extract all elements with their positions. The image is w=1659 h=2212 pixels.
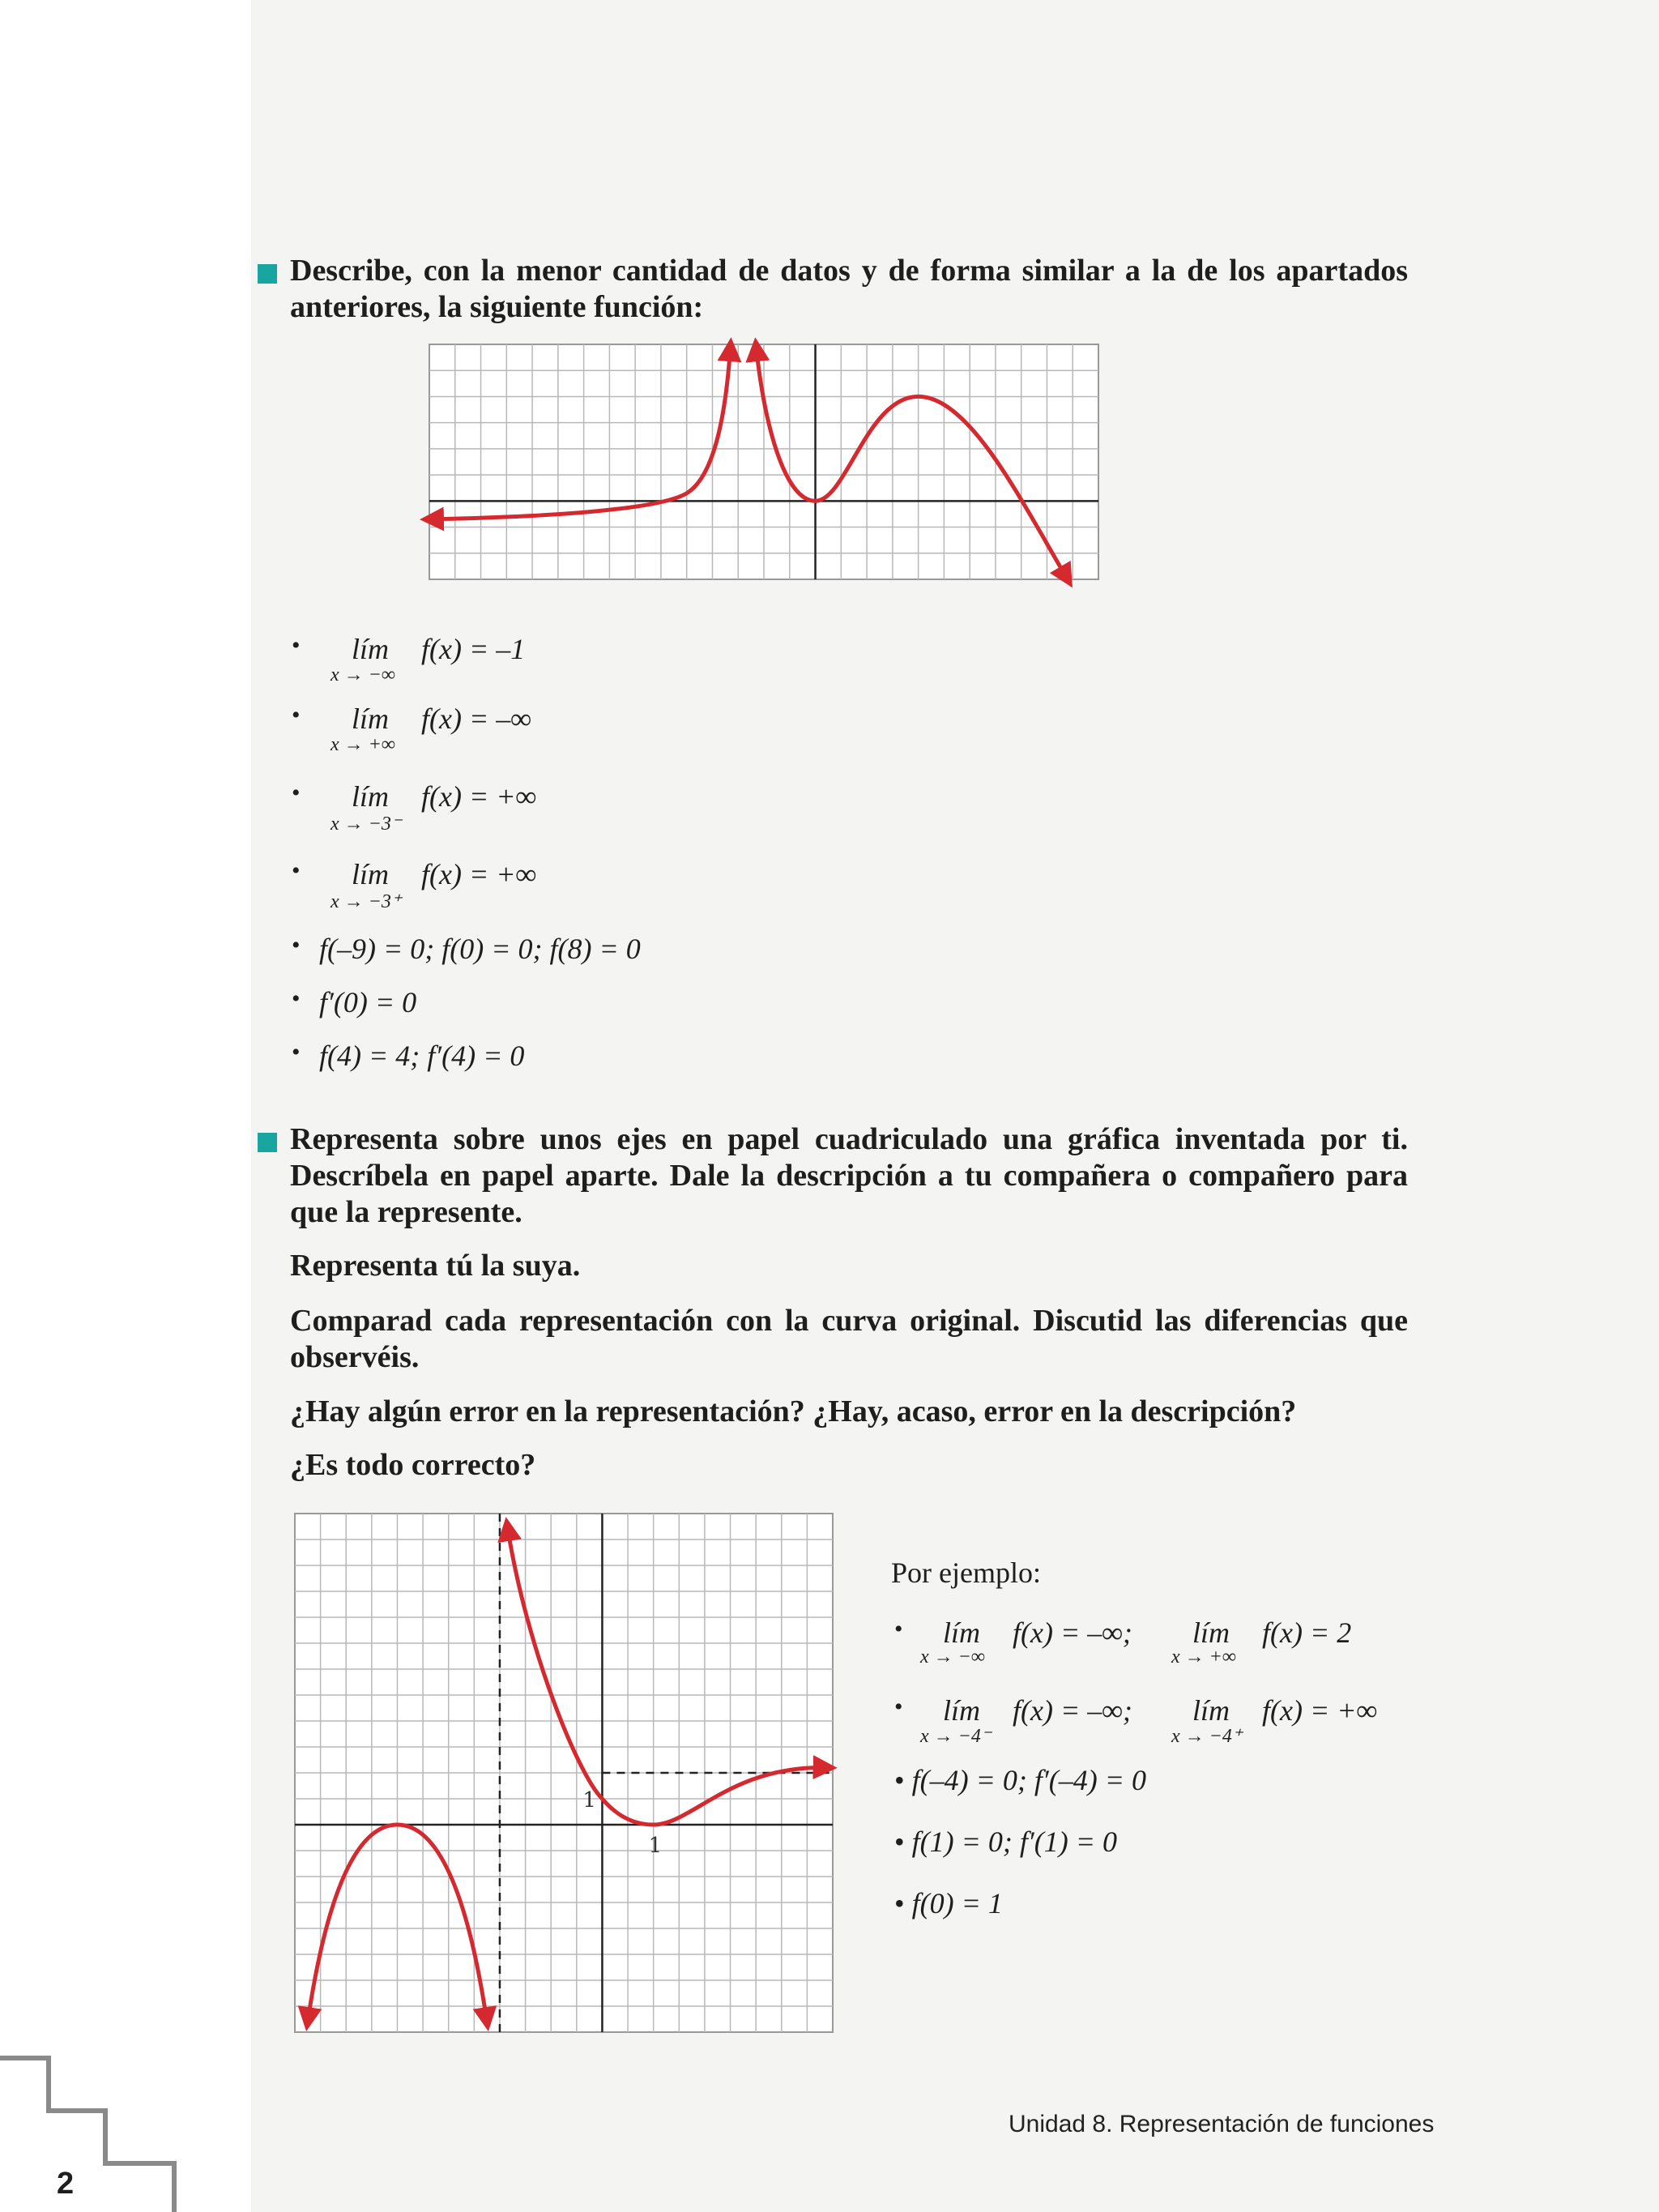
lim-subscript: x → −∞ [920, 1646, 985, 1668]
lim-expression: f(x) = 2 [1262, 1616, 1352, 1649]
lim-subscript: x → −∞ [331, 664, 395, 685]
bullet-dot: • [894, 1693, 903, 1720]
lim-subscript: x → −4⁺ [1171, 1726, 1243, 1747]
section2-paragraph-5: ¿Es todo correcto? [290, 1448, 536, 1482]
lim-word: lím [1192, 1616, 1230, 1649]
x-tick-label-one: 1 [648, 1834, 663, 1858]
lim-expression: f(x) = +∞ [1262, 1694, 1378, 1727]
lim-expression: f(x) = –∞ [421, 702, 531, 735]
lim-word: lím [352, 858, 390, 890]
section2-paragraph-3: Comparad cada representación con la curva original. Discutid las diferencias que observéis. [290, 1304, 1408, 1374]
section2-bullet [258, 1133, 277, 1152]
footer-unit: Unidad 8. Representación de funciones [1009, 2111, 1435, 2137]
bullet-dot: • [292, 779, 301, 806]
corner-step-decoration [0, 2050, 186, 2212]
section2-paragraph-2: Representa tú la suya. [290, 1249, 581, 1283]
lim-subscript: x → +∞ [331, 734, 395, 755]
y-tick-label-one: 1 [582, 1788, 596, 1813]
lim-word: lím [943, 1694, 981, 1727]
lim-word: lím [352, 780, 390, 813]
example-item-2: • f(1) = 0; f′(1) = 0 [894, 1826, 1118, 1858]
example-heading: Por ejemplo: [891, 1557, 1041, 1589]
lim-subscript: x → −3⁻ [331, 813, 402, 835]
example-item-1: • f(–4) = 0; f′(–4) = 0 [894, 1764, 1147, 1796]
section1-bullet [258, 264, 277, 284]
graph2 [295, 1514, 833, 2032]
lim-word: lím [1192, 1694, 1230, 1727]
lim-word: lím [943, 1616, 981, 1649]
section2-paragraph-4: ¿Hay algún error en la representación? ¿Hay, acaso, error en la descripción? [290, 1394, 1297, 1428]
lim-subscript: x → −3⁺ [331, 891, 402, 912]
bullet-dot: • [292, 857, 301, 884]
lim-expression: f(x) = +∞ [421, 858, 537, 890]
lim-word: lím [352, 702, 390, 735]
bullet-dot: • [292, 702, 301, 728]
section1-title: Describe, con la menor cantidad de datos y de forma similar a la de los apartados anteriores, la siguiente función: [290, 254, 1408, 324]
bullet-dot: • [292, 632, 301, 659]
lim-expression: f(x) = –1 [421, 633, 526, 665]
bullet-dot: • [894, 1616, 903, 1642]
lim-subscript: x → +∞ [1171, 1646, 1236, 1668]
lim-subscript: x → −4⁻ [920, 1726, 992, 1747]
example-item-3: • f(0) = 1 [894, 1887, 1003, 1919]
page-number: 2 [57, 2167, 75, 2201]
graph1 [429, 344, 1098, 579]
section2-paragraph-1: Representa sobre unos ejes en papel cuadriculado una gráfica inventada por ti. Descríbela en papel aparte. Dale la descripción a tu compañera o compañero para que la represente. [290, 1122, 1408, 1229]
lim-expression: f(x) = +∞ [421, 780, 537, 813]
lim-expression: f(x) = –∞; [1013, 1616, 1132, 1649]
lim-expression: f(x) = –∞; [1013, 1694, 1132, 1727]
lim-word: lím [352, 633, 390, 665]
